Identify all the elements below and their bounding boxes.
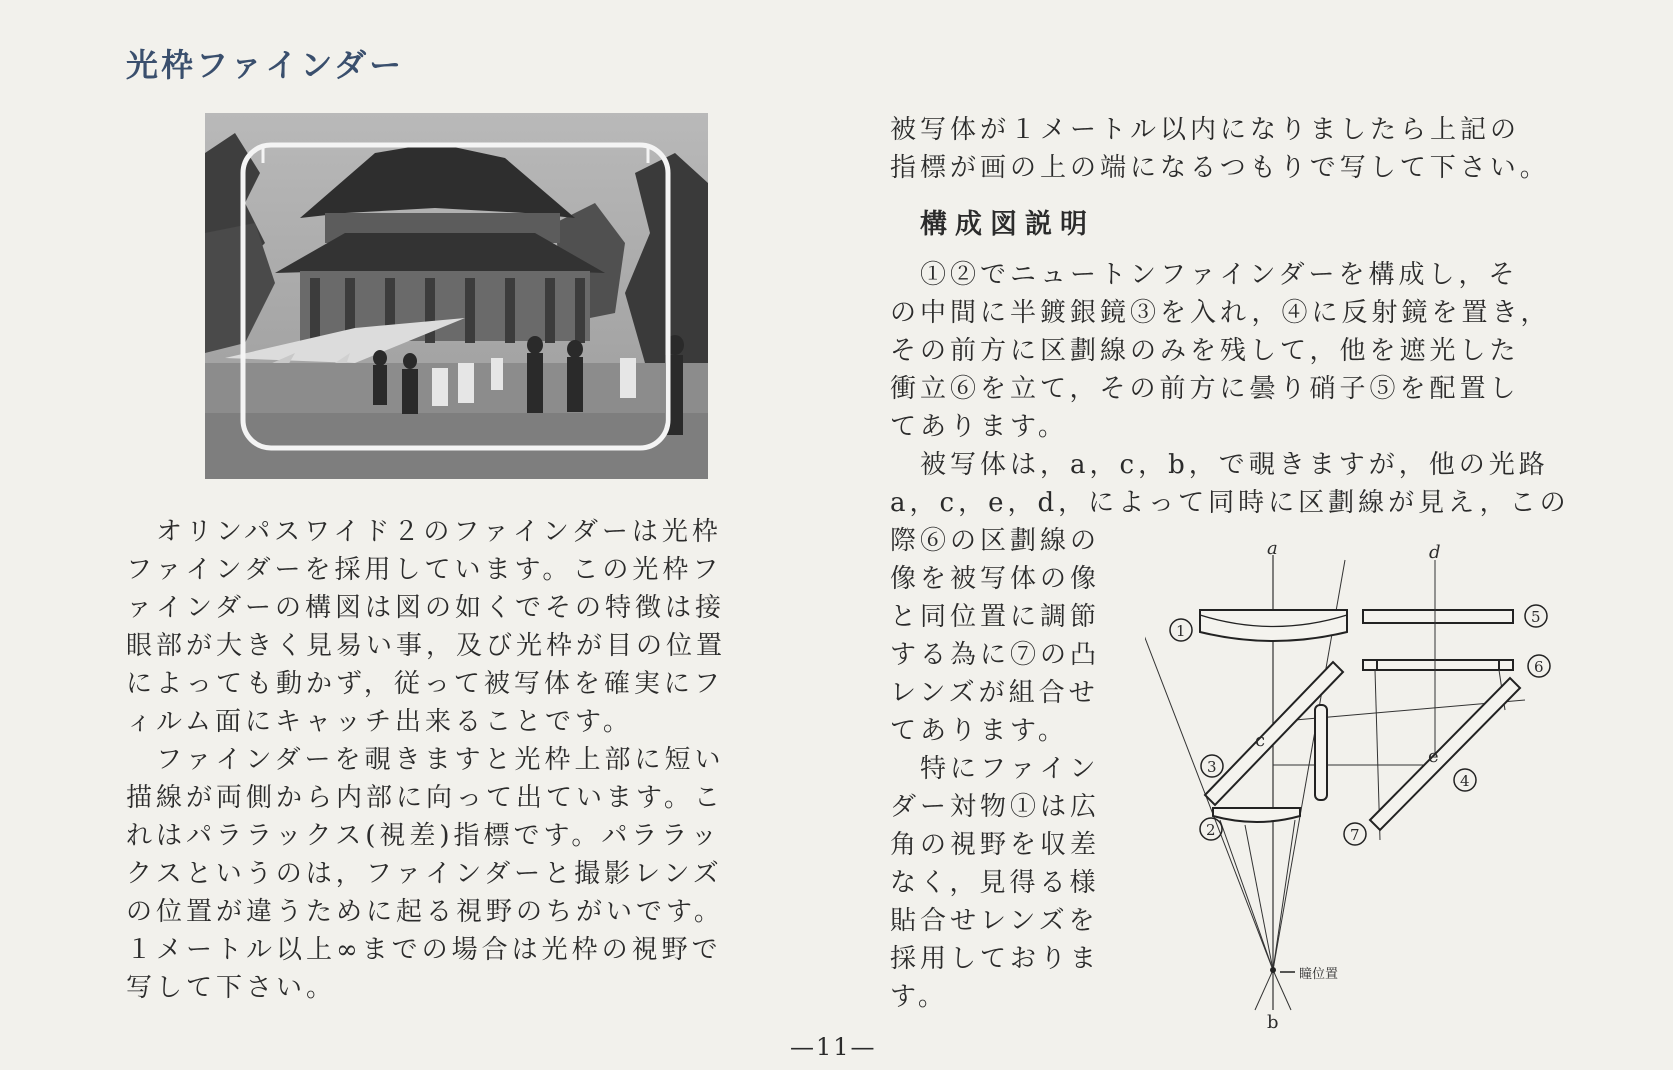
page-bottom-edge	[0, 1070, 1673, 1080]
left-line: クスというのは，ファインダーと撮影レンズ	[126, 859, 723, 889]
label-5	[1525, 605, 1547, 627]
narrow-line: レンズが組合せ	[890, 678, 1099, 708]
page-title: 光枠ファインダー	[126, 46, 405, 84]
label-a: a	[1267, 540, 1278, 559]
narrow-line: 際⑥の区劃線の	[890, 526, 1101, 556]
narrow-line: 像を被写体の像	[890, 564, 1101, 594]
left-line: １メートル以上∞までの場合は光枠の視野で	[126, 935, 722, 965]
label-4	[1454, 769, 1476, 791]
label-e: e	[1428, 746, 1439, 767]
narrow-line: てあります。	[890, 716, 1068, 746]
svg-text:7: 7	[1350, 826, 1360, 844]
right-intro-text	[890, 111, 1550, 187]
right-intro-line: 被写体が１メートル以内になりましたら上記の	[890, 115, 1521, 145]
section-heading: 構成図説明	[920, 209, 1095, 240]
left-line: ファインダーを覗きますと光枠上部に短い	[126, 745, 725, 775]
label-7	[1344, 823, 1366, 845]
left-line: 眼部が大きく見易い事，及び光枠が目の位置	[126, 631, 727, 661]
left-column-text	[126, 513, 726, 1007]
narrow-line: する為に⑦の凸	[890, 640, 1101, 670]
convex-lens-7	[1315, 705, 1327, 800]
left-line: の位置が違うために起る視野のちがいです。	[126, 897, 724, 927]
right-line: 衝立⑥を立て，その前方に曇り硝子⑤を配置し	[890, 374, 1520, 404]
svg-text:2: 2	[1206, 821, 1216, 839]
left-line: ァインダーの構図は図の如くでその特徴は接	[126, 593, 725, 623]
narrow-line: 採用しておりま	[890, 944, 1101, 974]
left-line: ファインダーを採用しています。この光枠フ	[126, 555, 723, 585]
right-line: その前方に区劃線のみを残して，他を遮光した	[890, 336, 1520, 366]
left-line: によっても動かず，従って被写体を確実にフ	[126, 669, 724, 699]
reticle-screen-6	[1363, 660, 1513, 670]
narrow-line: す。	[890, 982, 948, 1012]
label-d: d	[1429, 542, 1441, 563]
right-intro-line: 指標が画の上の端になるつもりで写して下さい。	[890, 153, 1550, 183]
left-line: 写して下さい。	[126, 973, 337, 1003]
label-6	[1528, 655, 1550, 677]
left-line: ィルム面にキャッチ出来ることです。	[126, 707, 633, 737]
right-explanation-text	[890, 256, 1570, 522]
label-eye-position: 瞳位置	[1299, 967, 1339, 982]
narrow-line: と同位置に調節	[890, 602, 1101, 632]
left-line: オリンパスワイド２のファインダーは光枠	[126, 517, 722, 547]
right-line: ①②でニュートンファインダーを構成し，そ	[890, 260, 1519, 290]
narrow-line: 特にファイン	[890, 754, 1100, 784]
ground-glass-5	[1363, 610, 1513, 623]
right-line: a，c，e，d，によって同時に区劃線が見え，この	[890, 488, 1570, 518]
page-number: —11—	[790, 1033, 877, 1061]
svg-text:6: 6	[1534, 658, 1544, 676]
label-3	[1201, 755, 1223, 777]
left-line: れはパララックス(視差)指標です。パララッ	[126, 821, 721, 851]
narrow-line: 角の視野を収差	[890, 830, 1101, 860]
narrow-line: ダー対物①は広	[890, 792, 1101, 822]
eyepiece-lens-2	[1213, 808, 1300, 822]
narrow-line: 貼合せレンズを	[890, 906, 1099, 936]
narrow-line: なく，見得る様	[890, 868, 1100, 898]
right-line: てあります。	[890, 412, 1068, 442]
right-narrow-text	[890, 522, 1100, 1016]
reflecting-mirror-4	[1370, 678, 1520, 830]
label-c: c	[1255, 730, 1266, 751]
eye-point-marker	[1270, 967, 1276, 973]
left-line: 描線が両側から内部に向って出ています。こ	[126, 783, 724, 813]
svg-text:5: 5	[1531, 608, 1541, 626]
svg-text:1: 1	[1176, 622, 1186, 640]
finder-optics-diagram	[1145, 540, 1565, 1030]
objective-lens-1	[1200, 610, 1347, 641]
finder-view-photo	[205, 113, 708, 479]
right-line: 被写体は，a，c，b，で覗きますが，他の光路	[890, 450, 1549, 480]
label-b: b	[1267, 1012, 1279, 1030]
svg-text:3: 3	[1207, 758, 1217, 776]
label-1	[1170, 619, 1192, 641]
svg-text:4: 4	[1460, 772, 1470, 790]
right-line: の中間に半鍍銀鏡③を入れ，④に反射鏡を置き，	[890, 298, 1551, 328]
